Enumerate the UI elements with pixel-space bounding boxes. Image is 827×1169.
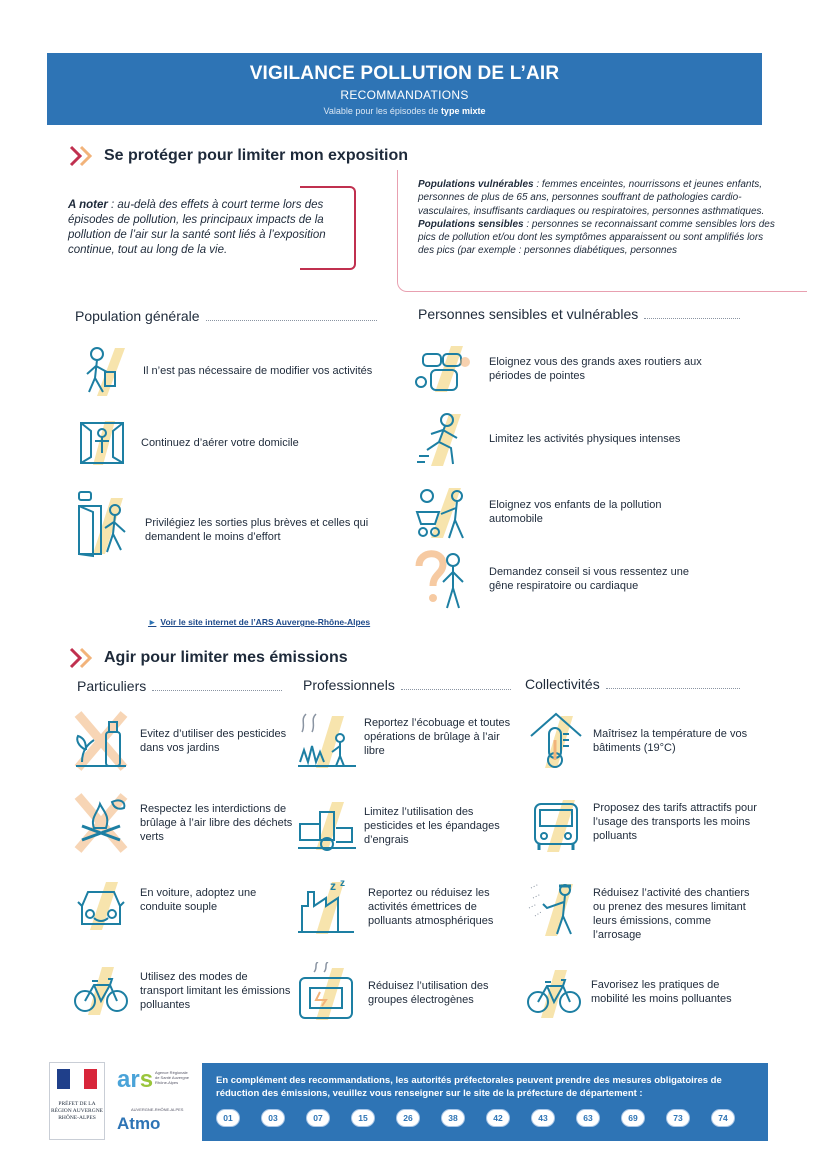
department-list — [216, 1109, 756, 1127]
ars-subtitle: Agence Régionale de Santé Auvergne Rhône-Alpes — [155, 1070, 190, 1085]
department-button[interactable]: 26 — [396, 1109, 420, 1127]
item-text: Eloignez vous des grands axes routiers aux périodes de pointes — [489, 356, 702, 382]
item-text: Evitez d’utiliser des pesticides dans vos jardins — [140, 728, 287, 754]
item-text: Réduisez l’utilisation des groupes électrogènes — [368, 980, 489, 1006]
department-button[interactable]: 69 — [621, 1109, 645, 1127]
note-label: A noter — [68, 199, 108, 211]
footer-logos — [47, 1062, 192, 1142]
validity-note — [47, 106, 762, 116]
item-text: Reportez l’écobuage et toutes opérations de brûlage à l’air libre — [364, 717, 511, 757]
note-block — [68, 198, 343, 258]
department-button[interactable]: 43 — [531, 1109, 555, 1127]
door-exit-icon — [75, 488, 137, 560]
list-item — [72, 963, 294, 1019]
sensitive-definition — [418, 218, 780, 258]
runner-icon — [413, 408, 475, 470]
list-item — [525, 968, 757, 1020]
double-chevron-icon — [68, 647, 96, 669]
list-item — [413, 482, 713, 542]
bicycle-icon — [525, 968, 583, 1020]
item-text: Limitez l’utilisation des pesticides et les épandages d’engrais — [364, 806, 500, 846]
pesticide-spray-icon — [72, 710, 130, 772]
department-button[interactable]: 38 — [441, 1109, 465, 1127]
item-text: Il n’est pas nécessaire de modifier vos activités — [143, 365, 373, 377]
item-text: En voiture, adoptez une conduite souple — [140, 887, 257, 913]
child-stroller-icon — [413, 482, 475, 542]
link-text[interactable]: Voir le site internet de l’ARS Auvergne-Rhône-Alpes — [160, 617, 371, 627]
item-text: Utilisez des modes de transport limitant les émissions polluantes — [140, 971, 291, 1011]
question-person-icon — [413, 546, 475, 612]
note-text: : au-delà des effets à court terme lors des épisodes de pollution, les principaux impacts de la pollution de l’air sur la santé sont liés à l’exposition continue, tout au long de la vie. — [68, 199, 326, 256]
bus-icon — [527, 794, 585, 856]
prefet-text: PRÉFET DE LA RÉGION AUVERGNE RHÔNE-ALPES — [50, 1101, 104, 1121]
prefecture-info-text: En complément des recommandations, les autorités préfectorales peuvent prendre des mesures obligatoires de réduction des émissions, veuillez vous renseigner sur le site de la préfecture de département : — [216, 1075, 722, 1099]
page-subtitle: RECOMMANDATIONS — [340, 88, 469, 102]
ars-s: s — [139, 1066, 154, 1093]
sensitive-label: Populations sensibles — [418, 218, 524, 230]
list-item — [527, 794, 757, 856]
item-text: Favorisez les pratiques de mobilité les moins polluantes — [591, 979, 732, 1005]
list-item — [527, 710, 757, 772]
dotted-rule — [606, 688, 740, 689]
vulnerable-definition — [418, 178, 780, 218]
heading-collectivites — [525, 676, 740, 692]
open-window-icon — [75, 413, 135, 473]
list-item — [527, 876, 757, 942]
item-text: Eloignez vos enfants de la pollution automobile — [489, 499, 662, 525]
header-banner — [47, 53, 762, 125]
department-button[interactable]: 73 — [666, 1109, 690, 1127]
vulnerable-label: Populations vulnérables — [418, 179, 534, 190]
dotted-rule — [206, 320, 377, 321]
tractor-icon — [296, 798, 358, 854]
heading-text: Particuliers — [77, 678, 147, 694]
heading-sensitive-population — [418, 306, 740, 322]
list-item — [413, 408, 713, 470]
prefecture-info-box — [202, 1063, 768, 1141]
heading-professionnels — [303, 677, 511, 693]
item-text: Reportez ou réduisez les activités émettrices de polluants atmosphériques — [368, 887, 494, 927]
page-title: VIGILANCE POLLUTION DE L’AIR — [249, 63, 560, 84]
vulnerable-text: : femmes enceintes, nourrissons et jeunes enfants, personnes de plus de 65 ans, personnes souffrant de pathologies cardio-vasculaires, insuffisants cardiaques ou respiratoires, personnes asthmatiques. — [418, 179, 765, 217]
generator-icon — [296, 962, 358, 1024]
heading-general-population — [75, 308, 377, 324]
list-item — [75, 488, 375, 560]
department-button[interactable]: 01 — [216, 1109, 240, 1127]
burning-field-icon — [296, 710, 358, 772]
list-item — [296, 962, 518, 1024]
thermometer-house-icon — [527, 710, 585, 772]
populations-block — [418, 178, 780, 258]
fire-leaf-icon — [72, 792, 130, 854]
person-walking-icon — [75, 340, 137, 402]
department-button[interactable]: 07 — [306, 1109, 330, 1127]
french-flag-icon — [57, 1069, 97, 1089]
item-text: Maîtrisez la température de vos bâtiments (19°C) — [593, 728, 748, 754]
list-item — [75, 413, 375, 473]
worker-watering-icon — [527, 878, 585, 940]
item-text: Continuez d’aérer votre domicile — [141, 437, 299, 449]
arrow-icon: ► — [148, 617, 157, 627]
item-text: Respectez les interdictions de brûlage à l’air libre des déchets verts — [140, 803, 293, 843]
list-item — [296, 710, 518, 772]
atmo-subtitle: AUVERGNE-RHÔNE-ALPES — [131, 1107, 184, 1112]
item-text: Réduisez l’activité des chantiers ou prenez des mesures limitant leurs émissions, comme l’arrosage — [593, 887, 750, 941]
section-title-protect — [68, 145, 408, 167]
dotted-rule — [401, 689, 511, 690]
atmo-logo: Atmo — [117, 1114, 161, 1133]
department-button[interactable]: 03 — [261, 1109, 285, 1127]
heading-text: Collectivités — [525, 676, 600, 692]
list-item — [413, 340, 713, 398]
department-button[interactable]: 15 — [351, 1109, 375, 1127]
list-item — [75, 340, 375, 402]
validity-type: type mixte — [440, 106, 486, 116]
heading-particuliers — [77, 678, 282, 694]
validity-prefix: Valable pour les épisodes de — [323, 106, 441, 116]
republique-francaise-logo — [49, 1062, 105, 1140]
traffic-icon — [413, 340, 475, 398]
list-item — [296, 876, 518, 938]
list-item — [72, 876, 294, 936]
svg-text:z: z — [340, 878, 345, 889]
department-button[interactable]: 63 — [576, 1109, 600, 1127]
dotted-rule — [152, 690, 282, 691]
list-item — [72, 792, 294, 854]
heading-text: Professionnels — [303, 677, 395, 693]
ars-logo — [117, 1066, 153, 1094]
heading-text: Personnes sensibles et vulnérables — [418, 306, 639, 322]
dotted-rule — [644, 318, 740, 319]
factory-icon — [296, 876, 358, 938]
list-item — [72, 710, 294, 772]
section-title-emissions — [68, 647, 348, 669]
list-item — [296, 798, 518, 854]
svg-text:z: z — [330, 879, 336, 893]
section-title-text: Se protéger pour limiter mon exposition — [104, 147, 409, 164]
ars-main: ar — [117, 1066, 140, 1093]
list-item — [413, 546, 713, 612]
double-chevron-icon — [68, 145, 96, 167]
bicycle-icon — [72, 963, 130, 1019]
heading-text: Population générale — [75, 308, 200, 324]
sensitive-text: : personnes se reconnaissant comme sensibles lors des pics de pollution et/ou dont les symptômes apparaissent ou sont amplifiés lors des pics (par exemple : personnes diabétiques, personnes — [418, 218, 775, 257]
car-icon — [72, 876, 130, 936]
department-button[interactable]: 42 — [486, 1109, 510, 1127]
item-text: Limitez les activités physiques intenses — [489, 433, 681, 445]
ars-website-link[interactable] — [148, 617, 370, 627]
department-button[interactable]: 74 — [711, 1109, 735, 1127]
item-text: Privilégiez les sorties plus brèves et celles qui demandent le moins d’effort — [145, 517, 369, 543]
section-title-text: Agir pour limiter mes émissions — [104, 649, 348, 666]
item-text: Proposez des tarifs attractifs pour l’usage des transports les moins polluants — [593, 802, 757, 842]
item-text: Demandez conseil si vous ressentez une gêne respiratoire ou cardiaque — [489, 566, 689, 592]
